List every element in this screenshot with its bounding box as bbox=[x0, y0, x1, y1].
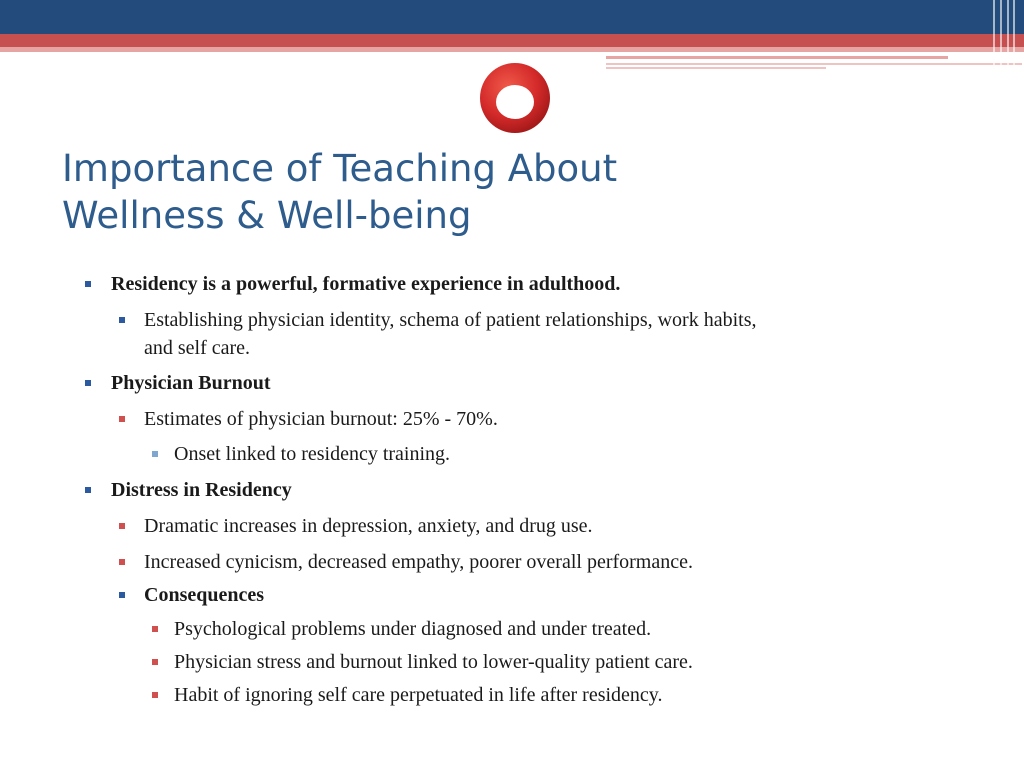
header-deco-line bbox=[606, 56, 948, 59]
bullet-level2-identity-continued: and self care. bbox=[144, 337, 251, 359]
header-blue-band bbox=[0, 0, 1024, 34]
bullet-marker bbox=[119, 523, 125, 529]
header-deco-vline bbox=[993, 0, 995, 70]
header-deco-line bbox=[606, 67, 826, 69]
bullet-marker bbox=[119, 416, 125, 422]
bullet-level3-stress: Physician stress and burnout linked to lower-quality patient care. bbox=[174, 651, 693, 673]
header-deco-vline bbox=[1013, 0, 1015, 70]
bullet-marker bbox=[152, 692, 158, 698]
bullet-level3-psychological: Psychological problems under diagnosed and under treated. bbox=[174, 618, 652, 640]
bullet-level3-habit: Habit of ignoring self care perpetuated in life after residency. bbox=[174, 684, 663, 706]
header-deco-vline bbox=[1000, 0, 1002, 70]
bullet-level2-consequences: Consequences bbox=[144, 584, 265, 606]
bullet-level1-distress: Distress in Residency bbox=[111, 479, 292, 501]
bullet-marker bbox=[152, 659, 158, 665]
header-red-band bbox=[0, 34, 1024, 47]
red-ring-logo-icon bbox=[477, 60, 553, 136]
bullet-level3-onset: Onset linked to residency training. bbox=[174, 443, 451, 465]
bullet-marker bbox=[152, 451, 158, 457]
bullet-marker bbox=[152, 626, 158, 632]
slide-title-line-2: Wellness & Well-being bbox=[62, 194, 472, 237]
bullet-marker bbox=[119, 592, 125, 598]
bullet-level1-burnout: Physician Burnout bbox=[111, 372, 271, 394]
bullet-level2-estimates: Estimates of physician burnout: 25% - 70%. bbox=[144, 408, 498, 430]
bullet-marker bbox=[119, 559, 125, 565]
bullet-level2-identity: Establishing physician identity, schema of patient relationships, work habits, bbox=[144, 309, 757, 331]
bullet-marker bbox=[85, 380, 91, 386]
bullet-level2-dramatic: Dramatic increases in depression, anxiety, and drug use. bbox=[144, 515, 593, 537]
bullet-level1-residency: Residency is a powerful, formative experience in adulthood. bbox=[111, 273, 621, 295]
bullet-marker bbox=[85, 487, 91, 493]
bullet-marker bbox=[119, 317, 125, 323]
bullet-level2-cynicism: Increased cynicism, decreased empathy, poorer overall performance. bbox=[144, 551, 693, 573]
header-pink-band bbox=[0, 47, 1024, 52]
bullet-marker bbox=[85, 281, 91, 287]
slide-title-line-1: Importance of Teaching About bbox=[62, 147, 618, 190]
header-deco-line bbox=[606, 63, 1022, 65]
header-deco-vline bbox=[1007, 0, 1009, 70]
slide-title bbox=[62, 145, 962, 239]
